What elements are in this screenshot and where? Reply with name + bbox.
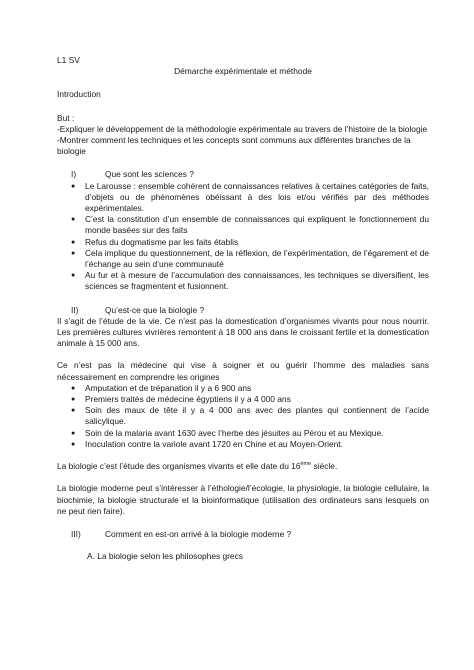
bullet-icon: ● (71, 429, 76, 437)
list-item: ● Le Larousse : ensemble cohérent de connaissances relatives à certaines catégories de faits, d’objets ou de phénomènes obéissant à des lois et/ou vérifiés par des méthodes expérimentales. (71, 180, 429, 214)
list-item: ● Au fur et à mesure de l’accumulation des connaissances, les techniques se diversifient, les sciences se fragmentent et fusionnent. (71, 270, 429, 292)
list-item: ● Inoculation contre la variole avant 1720 en Chine et au Moyen-Orient. (71, 438, 343, 449)
bullet-icon: ● (71, 238, 76, 246)
section-number: II) (71, 304, 79, 315)
list-item: ● Refus du dogmatisme par les faits établis (71, 236, 239, 247)
bullet-icon: ● (71, 216, 76, 224)
section-3-heading (57, 529, 429, 540)
list-item: ● Premiers traités de médecine égyptiens il y a 4 000 ans (71, 394, 291, 405)
section-1-heading (57, 169, 429, 180)
subsection-heading: A. La biologie selon les philosophes grecs (87, 551, 243, 562)
section-1-list (57, 181, 429, 293)
section-2-heading (57, 305, 429, 316)
bullet-icon: ● (71, 407, 76, 415)
list-item: ● Amputation et de trépanation il y a 6 900 ans (71, 382, 252, 393)
section-number: III) (71, 528, 81, 539)
bullet-icon: ● (71, 182, 76, 190)
document-title: Démarche expérimentale et méthode (174, 66, 312, 77)
document-body (57, 55, 429, 562)
list-item: ● Soin des maux de tête il y a 4 000 ans avec des plantes qui contiennent de l’acide salicylique. (71, 405, 429, 427)
course-label: L1 SV (57, 55, 80, 65)
section-title: Qu’est-ce que la biologie ? (105, 304, 205, 315)
section-title: Que sont les sciences ? (105, 169, 194, 180)
paragraph: La biologie c’est l’étude des organismes vivants et elle date du 16ème siècle. (57, 461, 338, 472)
paragraph: Il s’agit de l’étude de la vie. Ce n’est pas la domestication d’organismes vivants pour nous nourrir. Les premières cultures vivrières remontent à 18 000 ans dans le croissant fertile et la domestication animale à 15 000 ans. (57, 315, 429, 349)
bullet-icon: ● (71, 396, 76, 404)
list-item: ● Cela implique du questionnement, de la réflexion, de l’expérimentation, de l’égarement et de l’échange au sein d’une communauté (71, 247, 429, 270)
paragraph: Ce n’est pas la médecine qui vise à soigner et ou guérir l’homme des maladies sans nécessairement en comprendre les origines (57, 360, 429, 382)
intro-heading: Introduction (57, 89, 101, 100)
but-label: But : (57, 112, 75, 123)
bullet-icon: ● (71, 272, 76, 280)
list-item: ● C’est la constitution d’un ensemble de connaissances qui expliquent le fonctionnement du monde basées sur des faits (71, 214, 429, 236)
bullet-icon: ● (71, 384, 76, 392)
but-line-2: -Montrer comment les techniques et les concepts sont communs aux différentes branches de la biologie (57, 135, 411, 157)
but-line-1: -Expliquer le développement de la méthodologie expérimentale au travers de l’histoire de la biologie (57, 123, 428, 134)
paragraph: La biologie moderne peut s’intéresser à l’éthologie/l’écologie, la physiologie, la biologie cellulaire, la biochimie, la biologie structurale et la bioinformatique (utilisation des ordinateurs sans lesquels on ne peut rien faire). (57, 483, 429, 516)
list-item: ● Soin de la malaria avant 1630 avec l’herbe des jésuites au Pérou et au Mexique. (71, 427, 384, 438)
bullet-icon: ● (71, 440, 76, 448)
section-title: Comment en est-on arrivé à la biologie moderne ? (105, 528, 292, 539)
section-number: I) (71, 169, 77, 180)
section-2-list (57, 383, 429, 450)
bullet-icon: ● (71, 249, 76, 257)
